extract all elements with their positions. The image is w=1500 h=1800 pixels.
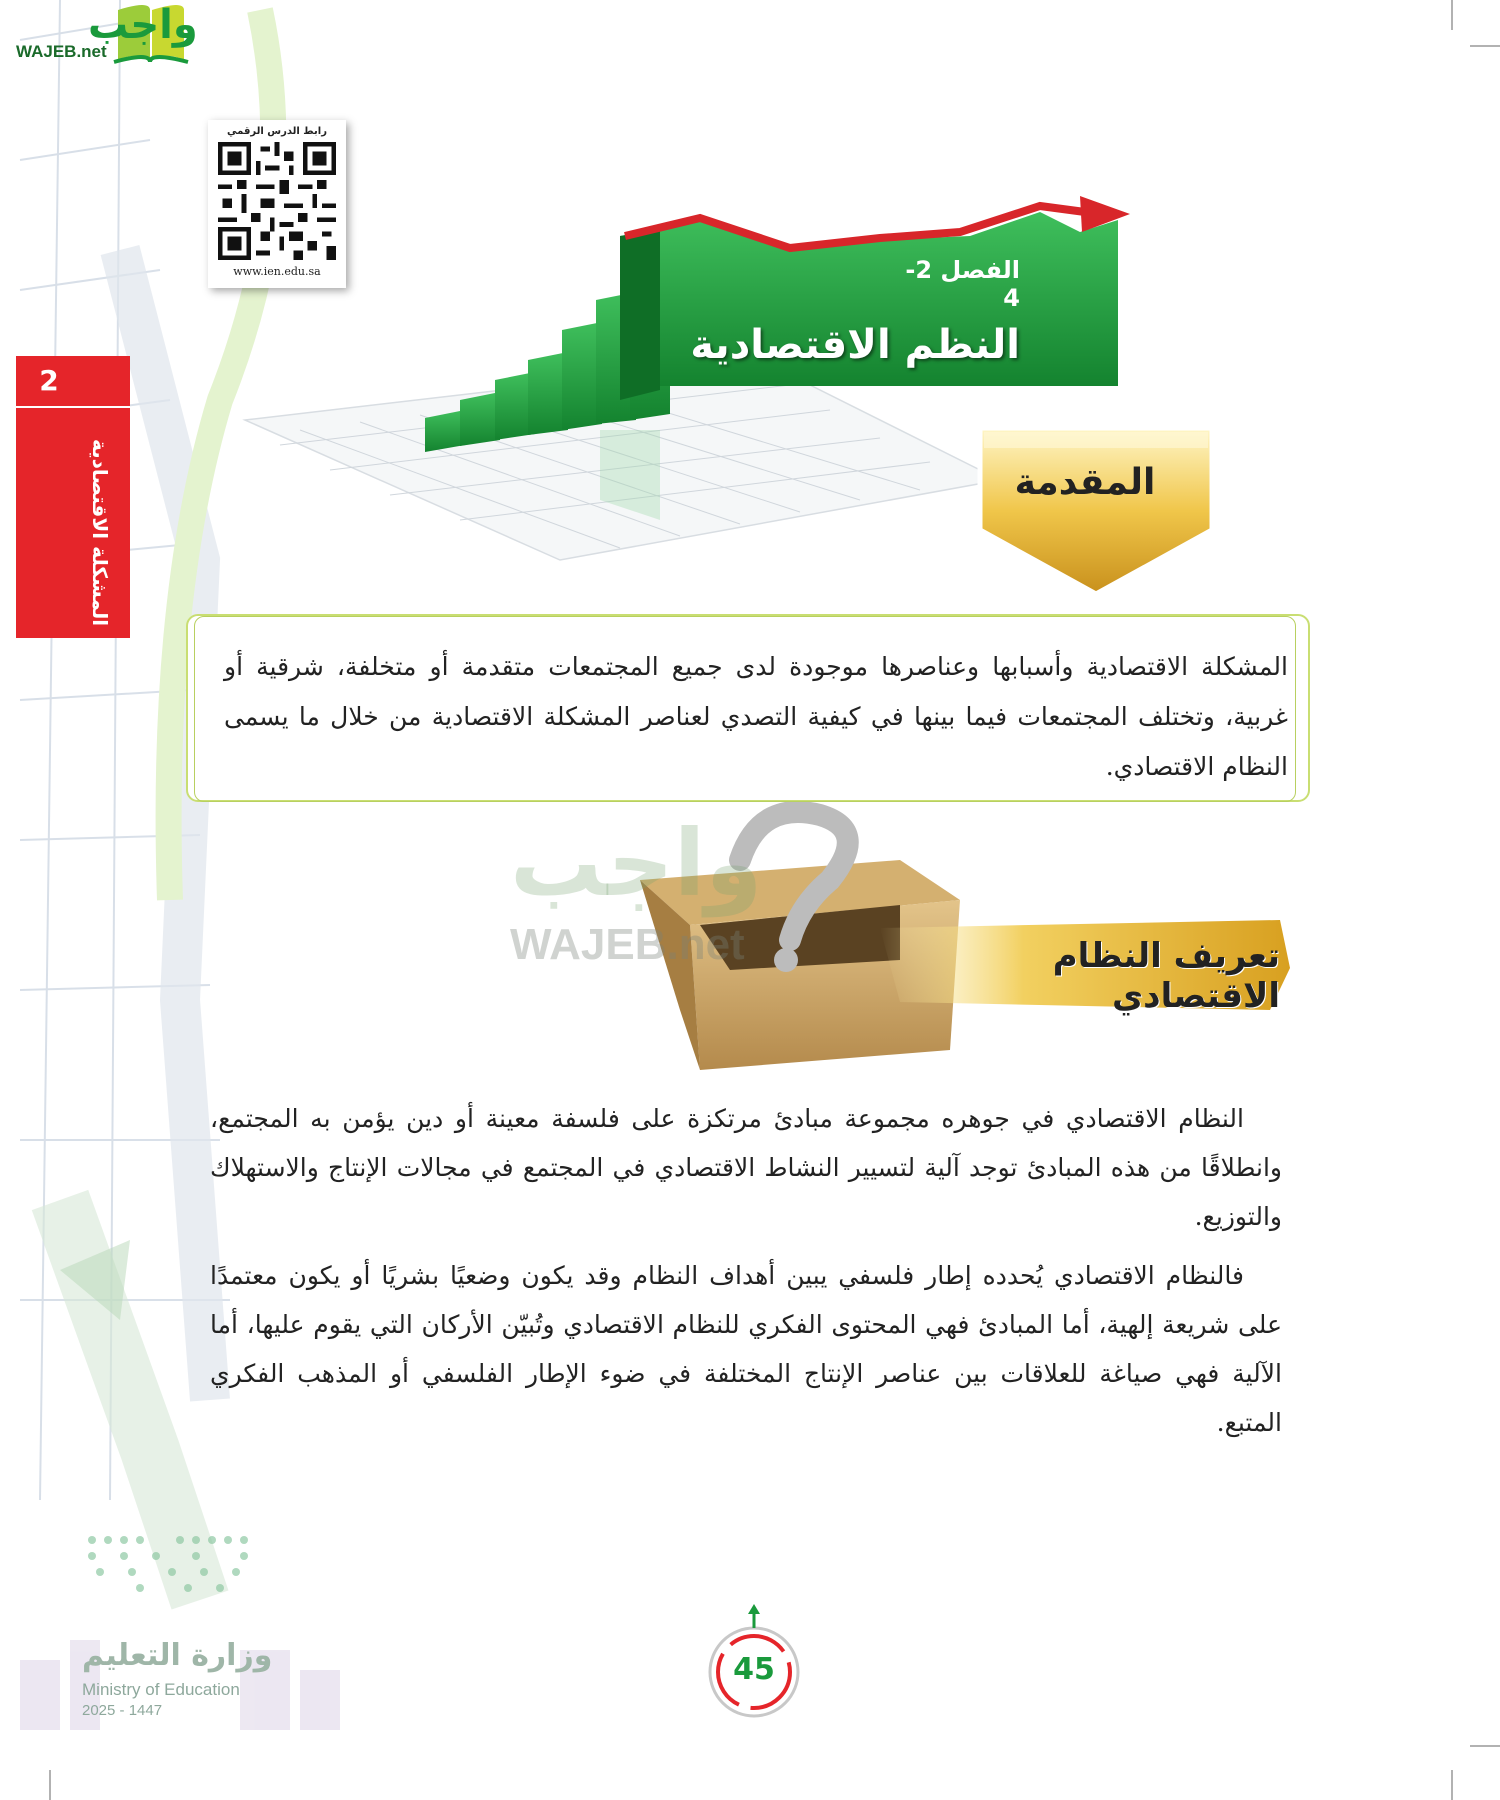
definition-heading: تعريف النظام الاقتصادي	[1052, 936, 1280, 1016]
wajeb-logo-latin: WAJEB.net	[16, 42, 107, 61]
unit-title: المشكلة الاقتصادية	[88, 438, 112, 626]
qr-url[interactable]: www.ien.edu.sa	[233, 265, 321, 278]
intro-heading: المقدمة	[1014, 462, 1156, 503]
chapter-title: النظم الاقتصادية	[690, 322, 1020, 368]
definition-paragraph: فالنظام الاقتصادي يُحدده إطار فلسفي يبين أهداف النظام وقد يكون وضعيًا بشريًا أو يكون معتمدًا على شريعة إلهية، أما المبادئ فهي المحتوى الفكري للنظام الاقتصادي وتُبيّن الأركان التي يقوم عليها، أما الآلية فهي صياغة للعلاقات بين عناصر الإنتاج المختلفة في ضوء الإطار الفلسفي أو المذهب الفكري المتبع.	[210, 1261, 1282, 1437]
tab-divider	[16, 406, 130, 408]
ministry-name-english: Ministry of Education	[82, 1680, 240, 1699]
unit-side-tab	[16, 356, 130, 638]
watermark-arabic: واجب	[510, 810, 763, 917]
qr-card[interactable]	[208, 120, 346, 288]
ministry-year: 2025 - 1447	[82, 1702, 163, 1719]
qr-label: رابط الدرس الرقمي	[227, 126, 327, 137]
unit-number: 2	[39, 364, 59, 397]
definition-paragraph: النظام الاقتصادي في جوهره مجموعة مبادئ مرتكزة على فلسفة معينة أو دين يؤمن به المجتمع، وانطلاقًا من هذه المبادئ توجد آلية لتسيير النشاط الاقتصادي في المجتمع في مجالات الإنتاج والاستهلاك والتوزيع.	[210, 1104, 1282, 1231]
chapter-label: الفصل 2-4	[905, 256, 1020, 312]
qr-code-icon[interactable]	[218, 142, 336, 260]
ministry-name-arabic: وزارة التعليم	[82, 1638, 273, 1673]
page-number: 45	[733, 1652, 775, 1687]
watermark-latin: WAJEB.net	[510, 920, 745, 969]
wajeb-logo: واجب	[88, 2, 198, 48]
intro-box	[186, 614, 1310, 802]
intro-paragraph: المشكلة الاقتصادية وأسبابها وعناصرها موجودة لدى جميع المجتمعات متقدمة أو متخلفة، شرقية أو غربية، وتختلف المجتمعات فيما بينها في كيفية التصدي لعناصر المشكلة الاقتصادية من خلال ما يسمى النظام الاقتصادي.	[224, 652, 1288, 781]
